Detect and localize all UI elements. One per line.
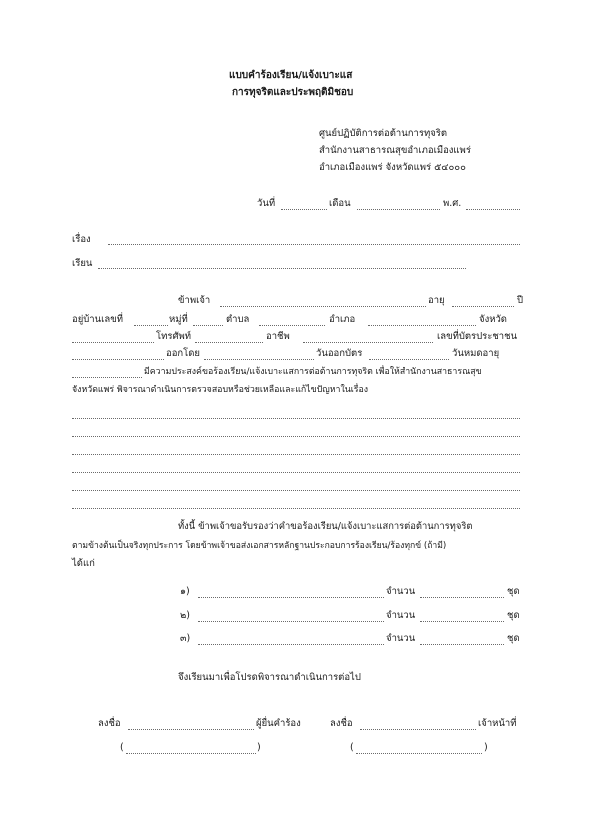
detail-line[interactable] (72, 418, 520, 419)
complainant-label: ผู้ยื่นคำร้อง (256, 718, 301, 729)
subject-label: เรื่อง (72, 234, 91, 245)
complainant-sign-label: ลงชื่อ (98, 718, 121, 729)
id-card-field[interactable] (72, 359, 164, 360)
attachment-2-qty-field[interactable] (420, 621, 504, 622)
attachment-1-unit: ชุด (507, 586, 520, 597)
complainant-name-open-paren: ( (120, 742, 124, 753)
address-line2: สำนักงานสาธารณสุขอำเภอเมืองแพร่ (319, 145, 471, 156)
attachment-3-qty-label: จำนวน (386, 633, 416, 644)
date-month-field[interactable] (357, 209, 440, 210)
moo-field[interactable] (193, 325, 223, 326)
form-title-line1: แบบคำร้องเรียน/แจ้งเบาะแส (229, 70, 353, 81)
to-label: เรียน (72, 258, 93, 269)
subject-field[interactable] (108, 244, 520, 245)
province-label: จังหวัด (479, 314, 507, 325)
issue-date-label: วันออกบัตร (316, 348, 363, 359)
attachment-3-qty-field[interactable] (420, 644, 504, 645)
date-day-label: วันที่ (257, 198, 276, 209)
complainant-name-field[interactable] (126, 753, 256, 754)
tambon-label: ตำบล (226, 314, 250, 325)
attachment-1-qty-label: จำนวน (386, 586, 416, 597)
date-day-field[interactable] (281, 209, 327, 210)
phone-label: โทรศัพท์ (156, 331, 192, 342)
house-no-label: อยู่บ้านเลขที่ (72, 314, 123, 325)
officer-label: เจ้าหน้าที่ (478, 718, 517, 729)
attachment-2-qty-label: จำนวน (386, 610, 416, 621)
officer-signature-field[interactable] (360, 729, 476, 730)
detail-line[interactable] (72, 508, 520, 509)
age-label: อายุ (428, 295, 445, 306)
to-field[interactable] (98, 268, 466, 269)
officer-sign-label: ลงชื่อ (330, 718, 353, 729)
officer-name-open-paren: ( (350, 742, 354, 753)
date-month-label: เดือน (329, 198, 351, 209)
address-line3: อำเภอเมืองแพร่ จังหวัดแพร่ ๕๔๐๐๐ (319, 162, 466, 173)
amphoe-field[interactable] (368, 325, 476, 326)
amphoe-label: อำเภอ (329, 314, 356, 325)
name-field[interactable] (220, 306, 426, 307)
detail-line[interactable] (72, 490, 520, 491)
issue-date-field[interactable] (369, 359, 449, 360)
complainant-signature-field[interactable] (128, 729, 254, 730)
attachment-2-number: ๒) (180, 610, 190, 621)
attachment-2-field[interactable] (198, 621, 384, 622)
closing-text: จึงเรียนมาเพื่อโปรดพิจารณาดำเนินการต่อไป (178, 672, 361, 683)
complainant-name-close-paren: ) (257, 742, 261, 753)
occupation-field[interactable] (303, 342, 433, 343)
attachment-3-unit: ชุด (507, 633, 520, 644)
purpose-text-2: จังหวัดแพร่ พิจารณาดำเนินการตรวจสอบหรือช่วยเหลือและแก้ไขปัญหาในเรื่อง (72, 385, 369, 395)
province-field[interactable] (72, 342, 154, 343)
expiry-date-field[interactable] (72, 377, 142, 378)
age-field[interactable] (452, 306, 514, 307)
certify-line3: ได้แก่ (72, 558, 95, 569)
attachment-2-unit: ชุด (507, 610, 520, 621)
attachment-3-number: ๓) (180, 633, 191, 644)
issued-by-label: ออกโดย (166, 348, 201, 359)
detail-line[interactable] (72, 436, 520, 437)
detail-line[interactable] (72, 472, 520, 473)
id-card-label: เลขที่บัตรประชาชน (437, 331, 518, 342)
form-title-line2: การทุจริตและประพฤติมิชอบ (232, 87, 354, 98)
tambon-field[interactable] (259, 325, 325, 326)
occupation-label: อาชีพ (266, 331, 290, 342)
attachment-1-number: ๑) (180, 586, 190, 597)
detail-line[interactable] (72, 454, 520, 455)
attachment-1-field[interactable] (198, 597, 384, 598)
expiry-date-label: วันหมดอายุ (452, 348, 500, 359)
attachment-1-qty-field[interactable] (420, 597, 504, 598)
certify-line2: ตามข้างต้นเป็นจริงทุกประการ โดยข้าพเจ้าขอส่งเอกสารหลักฐานประกอบการร้องเรียน/ร้องทุกข์ (ถ้ามี) (72, 541, 447, 551)
purpose-text: มีความประสงค์ขอร้องเรียน/แจ้งเบาะแสการต่อต้านการทุจริต เพื่อให้สำนักงานสาธารณสุข (144, 367, 482, 377)
attachment-3-field[interactable] (198, 644, 384, 645)
issued-by-field[interactable] (204, 359, 314, 360)
officer-name-field[interactable] (356, 753, 482, 754)
moo-label: หมู่ที่ (169, 314, 188, 325)
house-no-field[interactable] (134, 325, 168, 326)
address-line1: ศูนย์ปฏิบัติการต่อต้านการทุจริต (319, 128, 448, 139)
age-unit: ปี (517, 295, 524, 306)
date-year-label: พ.ศ. (443, 198, 462, 209)
certify-line1: ทั้งนี้ ข้าพเจ้าขอรับรองว่าคำขอร้องเรียน/แจ้งเบาะแสการต่อต้านการทุจริต (178, 521, 473, 532)
phone-field[interactable] (195, 342, 263, 343)
officer-name-close-paren: ) (484, 742, 488, 753)
i-label: ข้าพเจ้า (178, 295, 211, 306)
date-year-field[interactable] (466, 209, 520, 210)
